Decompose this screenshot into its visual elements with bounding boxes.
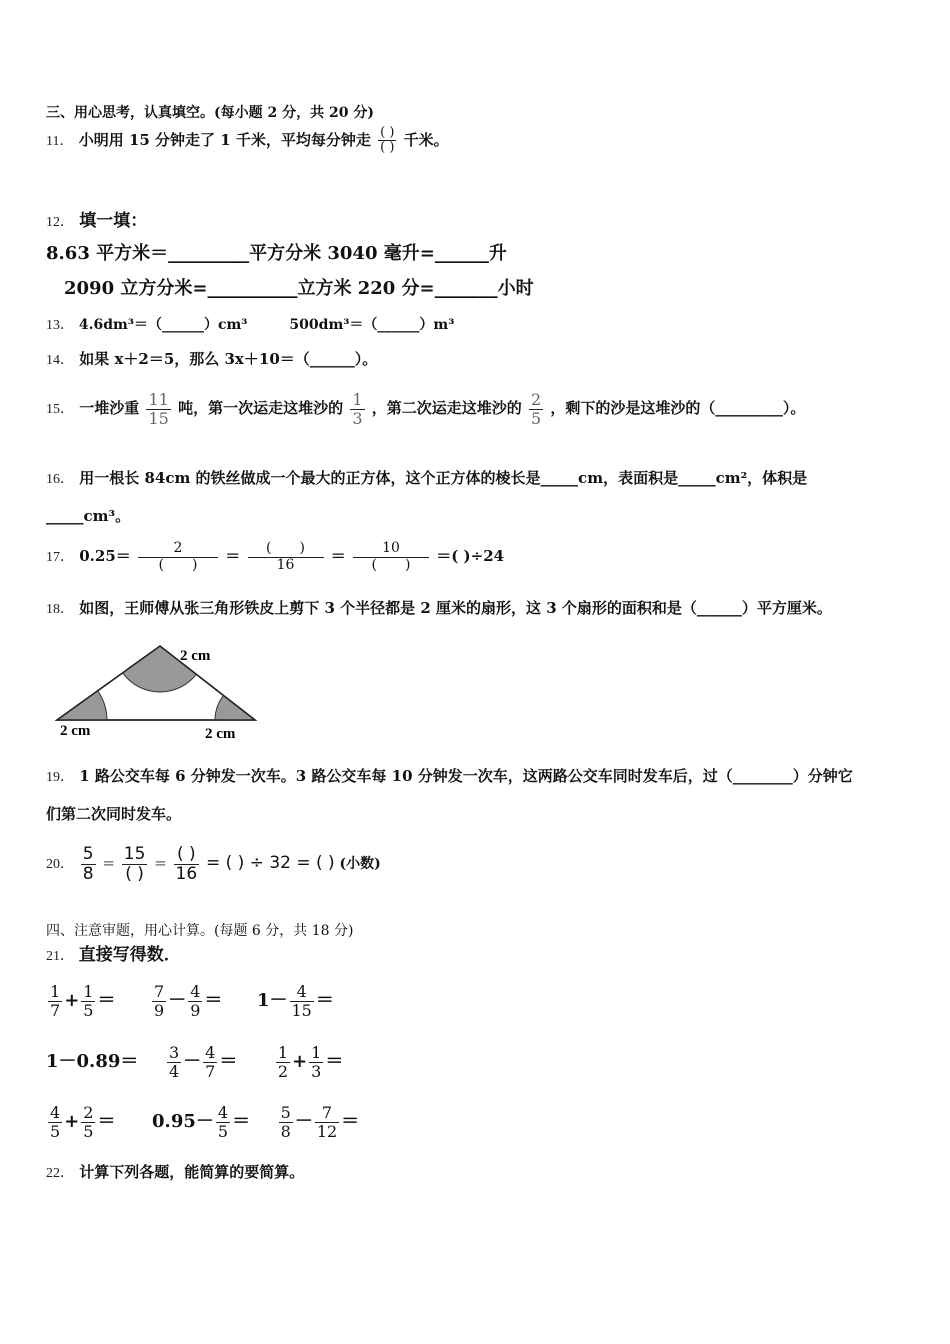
fraction: $\frac{10}{( )}$ <box>353 541 429 573</box>
question-21 <box>46 945 181 967</box>
question-text: 1 路公交车每 6 分钟发一次车。3 路公交车每 10 分钟发一次车，这两路公交车同时发车后，过（________）分钟它 <box>79 767 853 785</box>
label-left: 2 cm <box>60 723 91 739</box>
fraction: $\frac{1}{2}$ <box>277 1042 289 1081</box>
fraction: $\frac{1}{5}$ <box>83 981 94 1020</box>
fraction: $\frac{( )}{16}$ <box>175 843 198 884</box>
expression: 1－ <box>256 990 288 1011</box>
expression: 0.95－ <box>152 1111 214 1132</box>
fraction: $\frac{7}{9}$ <box>154 981 165 1020</box>
question-text: ＝( )÷24 <box>436 547 505 565</box>
operator: + <box>64 990 80 1011</box>
question-16 <box>46 468 807 490</box>
question-16-line2: _____cm³。 <box>46 507 131 525</box>
equals-sign: ＝ <box>232 1111 251 1132</box>
question-14 <box>46 349 377 371</box>
section4-title: 四、注意审题，用心计算。(每题 6 分，共 18 分) <box>46 923 354 939</box>
fraction: $\frac{2}{( )}$ <box>138 541 218 573</box>
calc-row-1 <box>46 976 334 1026</box>
fraction: $\frac{4}{9}$ <box>190 981 201 1020</box>
question-number: 12． <box>46 215 74 230</box>
question-number: 18． <box>46 602 74 617</box>
question-text: = ( ) ÷ 32 = ( ) <box>205 853 335 873</box>
equals-sign: ＝ <box>219 1051 238 1072</box>
question-number: 11． <box>46 133 74 149</box>
equals-sign: ＝ <box>315 990 334 1011</box>
question-20 <box>46 838 381 888</box>
operator: + <box>292 1051 308 1072</box>
equals-sign: = <box>102 854 115 872</box>
fraction: $\frac{4}{5}$ <box>50 1102 61 1141</box>
question-text: 千米。 <box>403 130 449 149</box>
expression: 1－0.89＝ <box>46 1051 139 1072</box>
question-19 <box>46 766 853 788</box>
question-12-line2: 2090 立方分米=__________立方米 220 分=_______小时 <box>64 278 534 299</box>
question-15 <box>46 386 805 430</box>
operator: － <box>168 990 187 1011</box>
calc-row-2 <box>46 1037 343 1087</box>
question-text: 0.25＝ <box>79 547 131 565</box>
question-text: 4.6dm³＝（______）cm³ 500dm³＝（______）m³ <box>78 317 455 333</box>
question-number: 13． <box>46 318 74 333</box>
question-18 <box>46 598 832 620</box>
question-12 <box>46 211 147 233</box>
question-11 <box>46 126 449 156</box>
triangle-figure <box>50 638 280 748</box>
question-text: 计算下列各题，能简算的要简算。 <box>79 1163 305 1181</box>
equals-sign: ＝ <box>204 990 223 1011</box>
question-number: 22． <box>46 1166 74 1181</box>
question-12-line1: 8.63 平方米＝_________平方分米 3040 毫升=______升 <box>46 243 507 264</box>
label-right: 2 cm <box>205 726 236 742</box>
fraction: $\frac{5}{8}$ <box>280 1102 291 1141</box>
equals-sign: ＝ <box>341 1111 360 1132</box>
question-13 <box>46 315 454 336</box>
equals-sign: ＝ <box>325 1051 344 1072</box>
fraction: $\frac{1}{3}$ <box>352 389 363 428</box>
equals-sign: ＝ <box>97 1111 116 1132</box>
question-number: 19． <box>46 770 74 785</box>
fraction: $\frac{5}{8}$ <box>82 843 94 884</box>
label-top: 2 cm <box>180 648 211 664</box>
question-number: 15． <box>46 402 74 417</box>
question-title: 直接写得数． <box>78 945 181 965</box>
fraction: $\frac{( )}{( )}$ <box>380 125 395 156</box>
equals-sign: ＝ <box>225 547 241 565</box>
calc-row-3 <box>46 1097 359 1147</box>
operator: － <box>183 1051 202 1072</box>
question-text: (小数) <box>339 856 381 872</box>
operator: － <box>294 1111 313 1132</box>
equals-sign: = <box>154 854 167 872</box>
equals-sign: ＝ <box>330 547 346 565</box>
question-text: ，剩下的沙是这堆沙的（_________）。 <box>550 399 806 417</box>
question-text: 用一根长 84cm 的铁丝做成一个最大的正方体，这个正方体的棱长是_____cm，表面积是_____cm²，体积是 <box>79 469 808 487</box>
question-text: 吨，第一次运走这堆沙的 <box>178 399 344 417</box>
question-text: 小明用 15 分钟走了 1 千米，平均每分钟走 <box>78 130 371 149</box>
fraction: $\frac{4}{5}$ <box>217 1102 229 1141</box>
question-number: 20． <box>46 857 74 872</box>
fraction: $\frac{2}{5}$ <box>531 389 542 428</box>
operator: + <box>64 1111 80 1132</box>
question-title: 填一填： <box>79 211 148 231</box>
question-number: 14． <box>46 353 74 368</box>
question-22 <box>46 1162 304 1184</box>
question-19-line2: 们第二次同时发车。 <box>46 805 182 823</box>
question-text: ，第二次运走这堆沙的 <box>371 399 522 417</box>
fraction: $\frac{11}{15}$ <box>148 389 169 428</box>
question-text: 如果 x＋2＝5，那么 3x＋10＝（______）。 <box>79 350 378 368</box>
fraction: $\frac{( )}{16}$ <box>248 541 324 573</box>
fraction: $\frac{4}{15}$ <box>291 981 312 1020</box>
question-17 <box>46 536 504 576</box>
fraction: $\frac{4}{7}$ <box>205 1042 216 1081</box>
question-number: 21． <box>46 949 74 964</box>
question-text: 一堆沙重 <box>79 399 140 417</box>
fraction: $\frac{7}{12}$ <box>316 1102 338 1141</box>
section3-title: 三、用心思考，认真填空。(每小题 2 分，共 20 分) <box>46 105 374 121</box>
fraction: $\frac{3}{4}$ <box>168 1042 180 1081</box>
question-number: 17． <box>46 550 74 565</box>
question-number: 16． <box>46 472 74 487</box>
fraction: $\frac{15}{( )}$ <box>123 843 146 884</box>
fraction: $\frac{2}{5}$ <box>83 1102 94 1141</box>
question-text: 如图，王师傅从张三角形铁皮上剪下 3 个半径都是 2 厘米的扇形，这 3 个扇形的面积和是（______）平方厘米。 <box>79 599 832 617</box>
equals-sign: ＝ <box>97 990 116 1011</box>
fraction: $\frac{1}{7}$ <box>50 981 61 1020</box>
fraction: $\frac{1}{3}$ <box>311 1042 322 1081</box>
